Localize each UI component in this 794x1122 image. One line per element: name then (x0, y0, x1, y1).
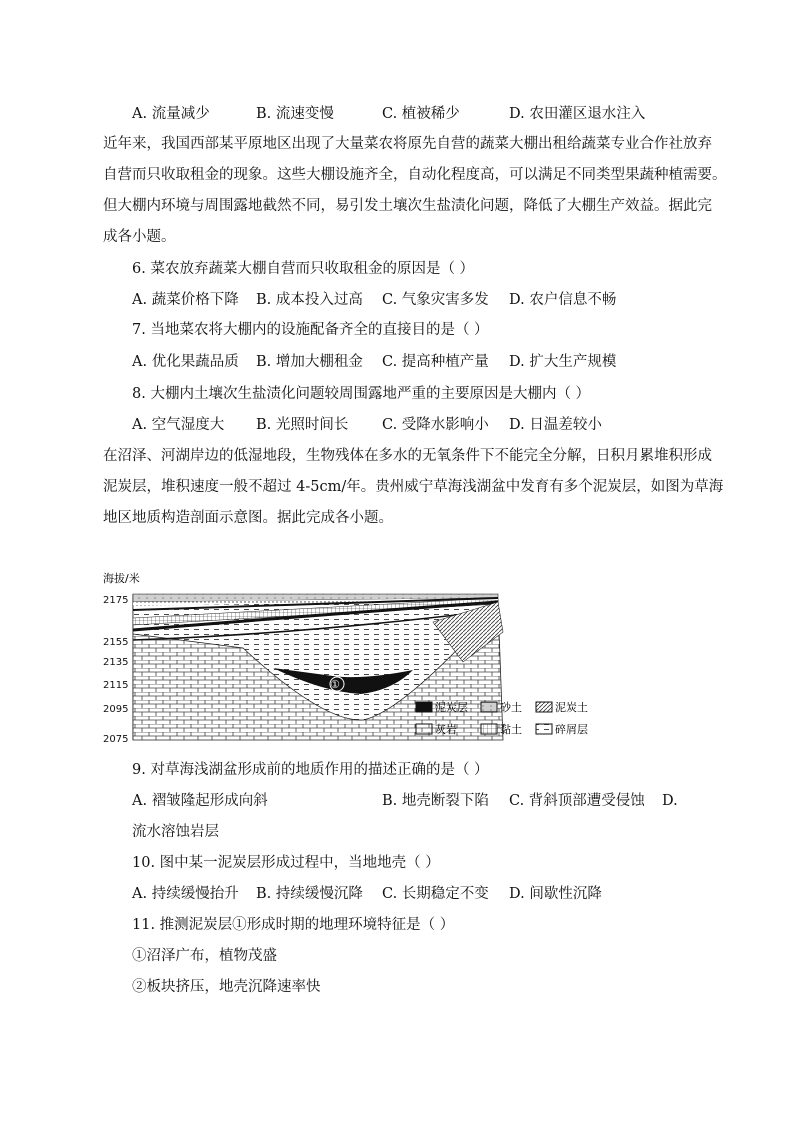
q9-option-c: C. 背斜顶部遭受侵蚀 (509, 793, 645, 809)
q6-stem: 6. 菜农放弃蔬菜大棚自营而只收取租金的原因是（ ） (132, 261, 475, 277)
q9-option-d-text: 流水溶蚀岩层 (132, 824, 219, 840)
q10-option-c: C. 长期稳定不变 (382, 886, 489, 902)
q9-stem: 9. 对草海浅湖盆形成前的地质作用的描述正确的是（ ） (132, 762, 489, 778)
legend-swatch-peat-soil (536, 702, 552, 712)
legend-swatch-peat (416, 702, 432, 712)
legend-peat: 泥炭层 (435, 701, 468, 714)
q6-option-c: C. 气象灾害多发 (382, 292, 489, 308)
q8-stem: 8. 大棚内土壤次生盐渍化问题较周围露地严重的主要原因是大棚内（ ） (132, 386, 591, 402)
q6-option-b: B. 成本投入过高 (256, 292, 363, 308)
legend-clay: 黏土 (500, 723, 522, 736)
passage1-line: 近年来，我国西部某平原地区出现了大量菜农将原先自营的蔬菜大棚出租给蔬菜专业合作社放弃 (103, 136, 712, 152)
legend-swatch-sand (481, 702, 497, 712)
q7-option-d: D. 扩大生产规模 (509, 354, 617, 370)
q8-option-c: C. 受降水影响小 (382, 417, 489, 433)
q8-option-b: B. 光照时间长 (256, 417, 349, 433)
y-tick-label: 2155 (103, 637, 129, 648)
passage1-line: 自营而只收取租金的现象。这些大棚设施齐全，自动化程度高，可以满足不同类型果蔬种植需要。 (103, 167, 727, 183)
q6-option-d: D. 农户信息不畅 (509, 292, 617, 308)
legend-limestone: 灰岩 (435, 723, 457, 736)
y-tick-label: 2095 (103, 704, 129, 715)
q8-option-d: D. 日温差较小 (509, 417, 602, 433)
legend-swatch-limestone (416, 724, 432, 734)
q10-stem: 10. 图中某一泥炭层形成过程中，当地地壳（ ） (132, 855, 440, 871)
q6-option-a: A. 蔬菜价格下降 (132, 292, 239, 308)
q5-option-c: C. 植被稀少 (382, 106, 460, 122)
geologic-profile-figure (103, 572, 633, 750)
q7-stem: 7. 当地菜农将大棚内的设施配备齐全的直接目的是（ ） (132, 322, 489, 338)
q9-option-b: B. 地壳断裂下陷 (382, 793, 489, 809)
q10-option-a: A. 持续缓慢抬升 (132, 886, 239, 902)
q10-option-d: D. 间歇性沉降 (509, 886, 602, 902)
q5-option-d: D. 农田灌区退水注入 (509, 106, 646, 122)
legend-peat-soil: 泥炭土 (555, 701, 588, 714)
legend-swatch-clay (481, 724, 497, 734)
y-tick-label: 2115 (103, 680, 129, 691)
y-axis-label: 海拔/米 (103, 572, 140, 585)
q9-option-a: A. 褶皱隆起形成向斜 (132, 793, 268, 809)
legend-debris: 碎屑层 (555, 723, 588, 736)
legend-swatch-debris (536, 724, 552, 734)
passage2-line: 在沼泽、河湖岸边的低湿地段，生物残体在多水的无氧条件下不能完全分解，日积月累堆积形成 (103, 448, 712, 464)
q7-option-b: B. 增加大棚租金 (256, 354, 363, 370)
profile-svg (103, 572, 633, 750)
q11-item: ②板块挤压，地壳沉降速率快 (132, 979, 321, 995)
q7-option-a: A. 优化果蔬品质 (132, 354, 239, 370)
q8-option-a: A. 空气湿度大 (132, 417, 225, 433)
q7-option-c: C. 提高种植产量 (382, 354, 489, 370)
y-tick-label: 2075 (103, 734, 129, 745)
q5-option-b: B. 流速变慢 (256, 106, 334, 122)
y-tick-label: 2135 (103, 657, 129, 668)
q11-stem: 11. 推测泥炭层①形成时期的地理环境特征是（ ） (132, 917, 455, 933)
peat-marker: ① (330, 678, 340, 691)
q9-option-d: D. (662, 793, 678, 809)
passage1-line: 但大棚内环境与周围露地截然不同，易引发土壤次生盐渍化问题，降低了大棚生产效益。据此完 (103, 198, 712, 214)
q11-item: ①沼泽广布，植物茂盛 (132, 948, 277, 964)
passage2-line: 地区地质构造剖面示意图。据此完成各小题。 (103, 510, 393, 526)
q10-option-b: B. 持续缓慢沉降 (256, 886, 363, 902)
passage2-line: 泥炭层，堆积速度一般不超过 4-5cm/年。贵州威宁草海浅湖盆中发育有多个泥炭层，如图为草海 (103, 479, 724, 495)
y-tick-label: 2175 (103, 595, 129, 606)
legend-sand: 砂土 (500, 701, 522, 714)
passage1-line: 成各小题。 (103, 229, 176, 245)
q5-option-a: A. 流量减少 (132, 106, 210, 122)
